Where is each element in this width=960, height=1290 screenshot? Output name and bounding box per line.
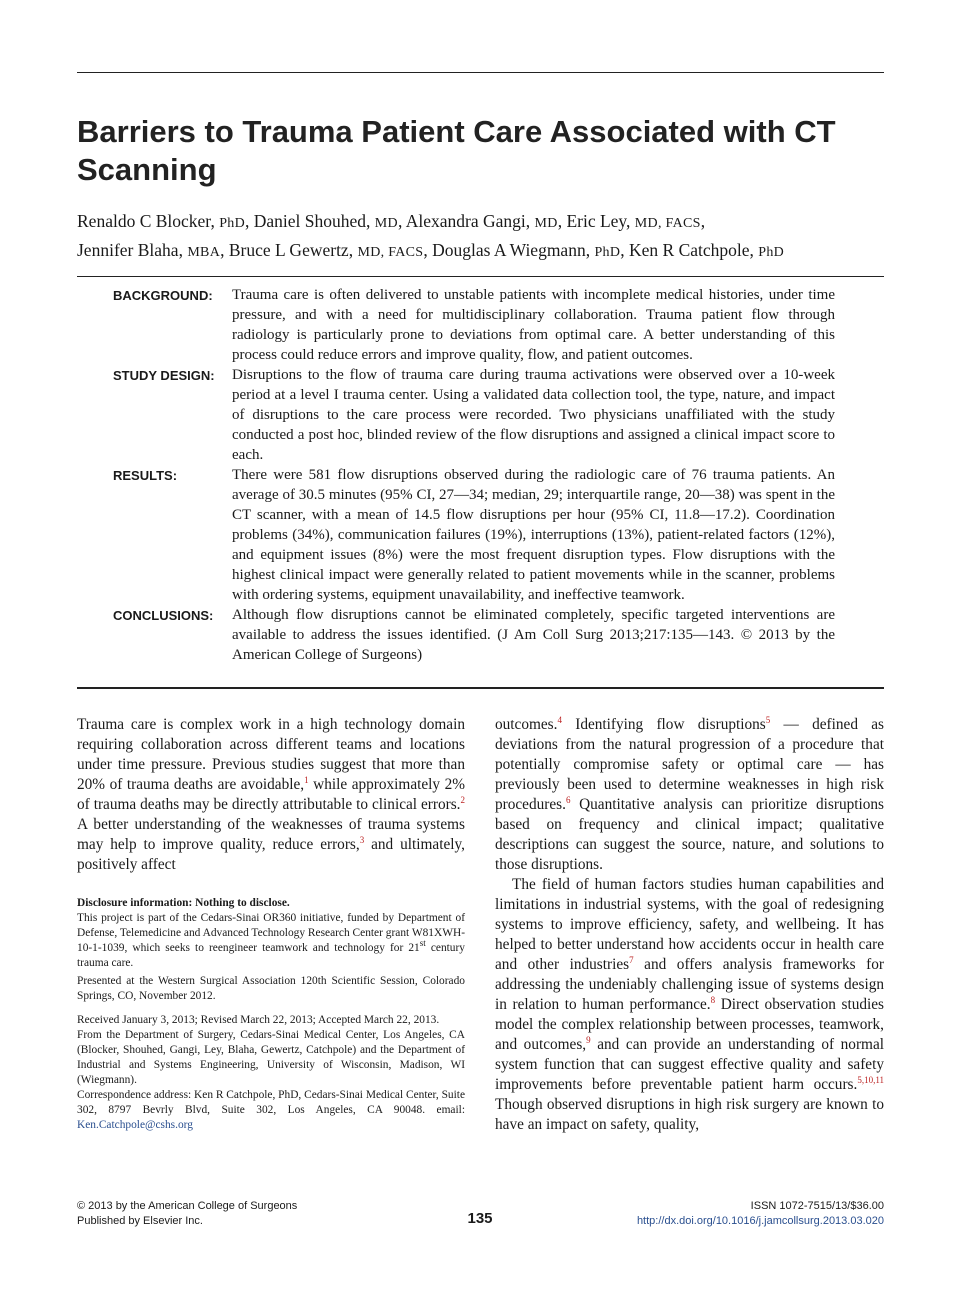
issn-line: ISSN 1072-7515/13/$36.00: [750, 1200, 884, 1212]
author-name: Alexandra Gangi: [405, 211, 526, 231]
reference-link[interactable]: 8: [710, 994, 716, 1005]
funding-note: [77, 911, 465, 971]
author-name: Eric Ley: [566, 211, 627, 231]
body-text: A better understanding of the weaknesses of trauma systems may help to improve quality, reduce errors,: [77, 816, 465, 853]
body-paragraph: [495, 875, 884, 1135]
abstract-results: [113, 465, 835, 605]
reference-link[interactable]: 5: [765, 714, 771, 725]
abstract-text: Disruptions to the flow of trauma care during trauma activations were observed over a 10-week period at a level I trauma center. Using a validated data collection tool, the type, nature, and impact of disruptions to the care process were recorded. Two physicians unaffiliated with the study conducted a post hoc, blinded review of the flow disruptions and assigned a clinical impact score to each.: [232, 367, 835, 463]
body-text: while approximately 2% of trauma deaths may be directly attributable to clinical errors.: [77, 776, 465, 813]
abstract-bottom-rule: [77, 687, 884, 689]
presented-note: Presented at the Western Surgical Association 120th Scientific Session, Colorado Springs, CO, November 2012.: [77, 975, 465, 1002]
body-text: — defined as deviations from the natural progression of a procedure that potentially compromise safety or optimal care — has previously been used to determine weaknesses in high risk procedures.: [495, 716, 884, 813]
funding-text: century trauma care.: [77, 942, 465, 969]
body-text: Trauma care is complex work in a high technology domain requiring collaboration across different teams and locations under time pressure. Previous studies suggest that more than 20% of trauma deaths are avoidable,: [77, 716, 465, 793]
author-degree: PhD: [758, 245, 785, 260]
abstract-background: [113, 285, 835, 365]
page-number: 135: [467, 1210, 493, 1227]
funding-text: This project is part of the Cedars-Sinai OR360 initiative, funded by Department of Defense, Telemedicine and Advanced Technology Research Center grant W81XWH-10-1-1039, which seeks to reengineer teamwork and technology for 21: [77, 912, 465, 954]
correspondence-note: [77, 1088, 465, 1133]
abstract-text: Trauma care is often delivered to unstable patients with incomplete medical histories, under time pressure, and with a need for multidisciplinary collaboration. Trauma patient flow through radiology is particularly prone to deviations from optimal care. A better understanding of this process could reduce errors and improve quality, flow, and patient outcomes.: [232, 287, 835, 363]
author-degree: PhD: [594, 245, 621, 260]
email-link[interactable]: Ken.Catchpole@cshs.org: [77, 1119, 193, 1131]
author-degree: MD, FACS: [357, 245, 424, 260]
top-rule: [77, 72, 884, 73]
body-text: The field of human factors studies human capabilities and limitations in industrial systems, with the goal of redesigning systems to improve efficiency, safety, and wellbeing. It has helped to better understand how accidents occur in health care and other industries: [495, 876, 884, 973]
abstract-conclusions: [113, 605, 835, 665]
body-paragraph: [495, 715, 884, 875]
author-name: Jennifer Blaha: [77, 240, 179, 260]
reference-link[interactable]: 3: [359, 834, 365, 845]
author-name: Daniel Shouhed: [253, 211, 367, 231]
ordinal-suffix: st: [419, 938, 426, 949]
reference-link[interactable]: 1: [304, 774, 309, 785]
reference-link[interactable]: 5,10,11: [857, 1074, 884, 1085]
correspondence-text: Correspondence address: Ken R Catchpole, PhD, Cedars-Sinai Medical Center, Suite 302, 8797 Bevrly Blvd, Suite 302, Los Angeles, CA 90048. email:: [77, 1089, 465, 1116]
reference-link[interactable]: 7: [629, 954, 634, 965]
author-name: Ken R Catchpole: [629, 240, 750, 260]
received-note: Received January 3, 2013; Revised March 22, 2013; Accepted March 22, 2013.: [77, 1014, 440, 1026]
abstract-text: Although flow disruptions cannot be eliminated completely, specific targeted interventions are available to address the issues identified. (J Am Coll Surg 2013;217:135—143. © 2013 by the American College of Surgeons): [232, 607, 835, 663]
abstract-text: There were 581 flow disruptions observed during the radiologic care of 76 trauma patients. An average of 30.5 minutes (95% CI, 27—34; median, 29; interquartile range, 20—38) was spent in the CT scanner, with a mean of 14.5 flow disruptions per hour (95% CI, 11.8—17.2). Coordination problems (34%), communication failures (19%), interruptions (13%), patient-related factors (12%), and equipment issues (8%) were the most frequent disruption types. Flow disruptions with the highest clinical impact were generally related to patient movements while in the scanner, problems with ordering systems, equipment unavailability, and ineffective teamwork.: [232, 467, 835, 603]
body-text: Though observed disruptions in high risk surgery are known to have an impact on safety, quality,: [495, 1096, 884, 1133]
footer-right: [637, 1199, 884, 1229]
reference-link[interactable]: 2: [460, 794, 465, 805]
reference-link[interactable]: 9: [586, 1034, 591, 1045]
disclosure-note: Disclosure information: Nothing to disclose.: [77, 897, 290, 909]
publisher-line: Published by Elsevier Inc.: [77, 1215, 203, 1227]
body-text: Quantitative analysis can prioritize disruptions based on frequency and clinical impact; qualitative descriptions can suggest the source, nature, and solutions to those disruptions.: [495, 796, 884, 873]
copyright-line: © 2013 by the American College of Surgeons: [77, 1200, 298, 1212]
doi-link[interactable]: http://dx.doi.org/10.1016/j.jamcollsurg.2013.03.020: [636, 1215, 884, 1227]
author-name: Renaldo C Blocker: [77, 211, 211, 231]
article-footnotes: [77, 896, 465, 1133]
abstract-label: STUDY DESIGN:: [113, 368, 215, 383]
body-text: and offers analysis frameworks for addressing the undeniably challenging issue of systems design in relation to human performance.: [495, 956, 885, 1013]
abstract-top-rule: [77, 276, 884, 277]
author-degree: MD: [374, 216, 398, 231]
author-name: Bruce L Gewertz: [228, 240, 349, 260]
author-degree: MD, FACS: [634, 216, 701, 231]
abstract-label: RESULTS:: [113, 468, 178, 483]
author-name: Douglas A Wiegmann: [432, 240, 586, 260]
body-paragraph: [77, 715, 465, 875]
abstract-study-design: [113, 365, 835, 465]
body-text: Direct observation studies model the complex relationship between processes, teamwork, and outcomes,: [495, 996, 884, 1053]
author-degree: MD: [534, 216, 558, 231]
abstract-label: BACKGROUND:: [113, 288, 213, 303]
body-column-left: [77, 715, 465, 875]
footer-left: [77, 1199, 297, 1229]
reference-link[interactable]: 6: [565, 794, 571, 805]
reference-link[interactable]: 4: [557, 714, 562, 725]
article-title: Barriers to Trauma Patient Care Associated with CT Scanning: [77, 114, 836, 187]
author-degree: PhD: [219, 216, 245, 231]
affiliation-note: From the Department of Surgery, Cedars-Sinai Medical Center, Los Angeles, CA (Blocker, Shouhed, Gangi, Ley, Blaha, Gewertz, Catchpole) and the Department of Industrial and Systems Engineering, University of Wisconsin, Madison, WI (Wiegmann).: [77, 1029, 465, 1086]
body-column-right: [495, 715, 884, 1135]
body-text: and ultimately, positively affect: [77, 836, 465, 873]
abstract: [113, 285, 835, 665]
body-text: outcomes.: [495, 716, 558, 733]
author-degree: MBA: [187, 245, 221, 260]
body-text: and can provide an understanding of normal system function that can suggest effective quality and safety improvements before preventable patient harm occurs.: [495, 1036, 884, 1093]
body-text: Identifying flow disruptions: [561, 716, 766, 733]
author-list: Renaldo C Blocker, PhD, Daniel Shouhed, MD, Alexandra Gangi, MD, Eric Ley, MD, FACS, Jennifer Blaha, MBA, Bruce L Gewertz, MD, FACS, Douglas A Wiegmann, PhD, Ken R Catchpole, PhD: [77, 211, 785, 260]
abstract-label: CONCLUSIONS:: [113, 608, 214, 623]
